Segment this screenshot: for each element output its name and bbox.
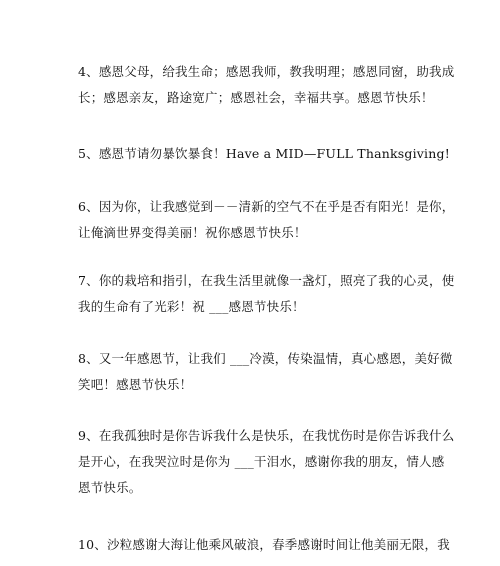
paragraph-4 [78,59,455,111]
paragraph-5 [78,141,450,167]
paragraph-line: 笑吧！感恩节快乐！ [78,377,193,392]
paragraph-line: 4、感恩父母，给我生命；感恩我师，教我明理；感恩同窗，助我成 [78,64,455,79]
paragraph-line: 10、沙粒感谢大海让他乘风破浪，春季感谢时间让他美丽无限，我 [78,537,450,552]
paragraph-line: 我的生命有了光彩！祝 ___感恩节快乐！ [78,299,305,314]
paragraph-line: 6、因为你，让我感觉到－－清新的空气不在乎是否有阳光！是你， [78,199,455,214]
paragraph-line: 让俺滴世界变得美丽！祝你感恩节快乐！ [78,225,307,240]
paragraph-line: 9、在我孤独时是你告诉我什么是快乐，在我忧伤时是你告诉我什么 [78,428,455,443]
paragraph-line: 8、又一年感恩节，让我们 ___冷漠，传染温情，真心感恩，美好微 [78,351,453,366]
paragraph-7 [78,268,455,320]
paragraph-line: 恩节快乐。 [78,480,142,495]
paragraph-10 [78,532,450,558]
paragraph-line: 5、感恩节请勿暴饮暴食！Have a MID—FULL Thanksgiving! [78,146,450,161]
paragraph-8 [78,346,453,398]
paragraph-6 [78,194,455,246]
paragraph-9 [78,423,455,501]
paragraph-line: 是开心，在我哭泣时是你为 ___干泪水，感谢你我的朋友，情人感 [78,454,445,469]
paragraph-line: 长；感恩亲友，路途宽广；感恩社会，幸福共享。感恩节快乐！ [78,90,434,105]
paragraph-line: 7、你的栽培和指引，在我生活里就像一盏灯，照亮了我的心灵，使 [78,273,455,288]
